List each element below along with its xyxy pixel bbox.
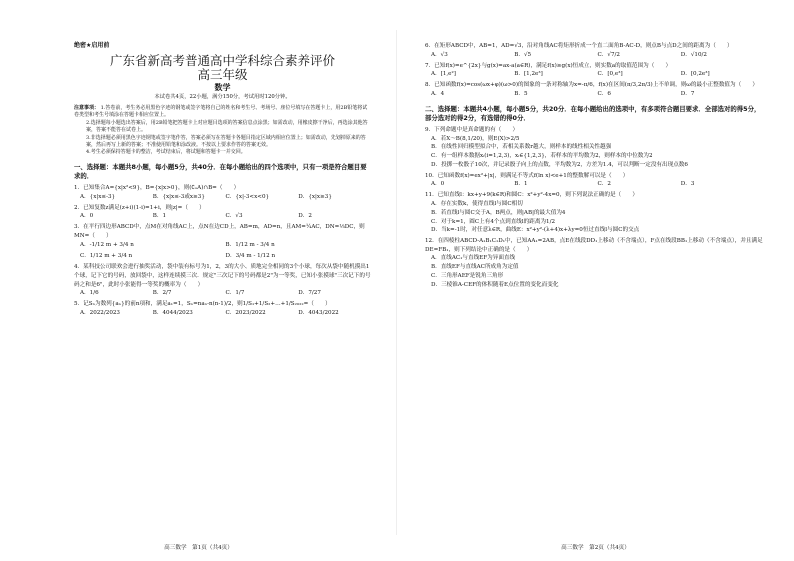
option: C．2 [597,181,611,188]
question-3: 3．在平行四边形ABCD中，点M在对角线AC上，点N在边CD上，AB=m，AD=n，且AM=¼AC，DN=⅓DC，则MN=（ ） [74,224,365,239]
exam-grade: 高三年级 [197,67,248,82]
option: D．三棱锥A-CEF的体积随着E点位置的变化而变化 [431,281,559,288]
option: B．若直线l与圆C交于A，B两点，则|AB|的最大值为4 [431,209,566,216]
question-6: 6．在矩形ABCD中，AB=1，AD=√3，沿对角线AC将矩形折成一个直二面角B-AC-D，则点B与点D之间的距离为（ ） [425,43,733,49]
question-1: 1．已知集合A={x|x²<9}，B={x|x>0}，则(∁ᵤA)∩B=（ ） [74,185,240,192]
question-12: 12．在四棱柱ABCD-A₁B₁C₁D₁中，已知AA₁=2AB，点E在线段DD₁上移动（不含端点），F点在线段BB₁上移动（不含端点），并且满足DE=FB₁，则下列结论中正确的是（ ） [425,238,763,253]
exam-subject: 数学 [214,83,231,92]
option: D．[0,2e³] [680,71,710,78]
option: C．三角形AEF是锐角三角形 [431,272,504,279]
question-8: 8．已知函数f(x)=cos(ωx+φ)(ω>0)的图象的一条对称轴为x=-π/6，f(x)在区间(π/3,2π/3)上不单调，则ω的最小正整数值为（ ） [425,82,758,89]
option: D．{x|x≥3} [298,193,332,200]
option: D．3 [680,181,695,188]
question-7-options [425,70,764,79]
page-footer: 高三数学 第1页（共4页） [164,545,233,551]
option: B．√5 [514,51,532,58]
option: A．直线AC₁与直线EF为异面直线 [431,255,516,262]
option: C．√3 [225,213,243,220]
option: B．5 [514,90,528,97]
option: C．[0,e³] [597,71,623,78]
question-12-options [425,254,764,289]
option: D．当k=-1时，对任意λ∈R，曲线E：x²+y²-(λ+4)x+λy=0恒过直线l与圆C的交点 [431,227,640,234]
question-4-options [74,289,371,298]
option: A．0 [80,213,94,220]
option: B．1 [514,181,528,188]
option: B．直线EF与直线AC所成角为定值 [431,264,519,271]
option: B．2/7 [152,290,172,297]
option: C．1/12 m + 3/4 n [80,252,133,259]
notice-item: 3.非选择题必须用黑色字迹钢笔或签字笔作答，答案必须写在答题卡各题目指定区域内相应位置上；如需改动，先划掉原来的答案，然后再写上新的答案；不准使用铅笔和涂改液。不按以上要求作答的答案无效。 [86,134,366,149]
exam-page-2 [397,0,794,561]
option: C．{x|-3<x<0} [225,193,270,200]
option: A．4 [431,90,445,97]
question-7: 7．已知f(x)=e^{2x}与g(x)=ax-a(a∈R)，满足f(x)≥g(x)恒成立，则实数a的取值范围为（ ） [425,62,672,69]
option: C．2023/2022 [225,309,266,316]
question-6-options [425,51,764,60]
notice-item: 4.考生必须保持答题卡的整洁，考试结束后，将试题和答题卡一并交回。 [86,149,246,156]
option: B．1/12 m - 3/4 n [225,242,275,249]
question-5-options [74,309,371,318]
question-9-options [425,135,764,170]
option: A．1/6 [80,290,99,297]
section-heading: 二、选择题：本题共4小题，每小题5分，共20分．在每小题给出的选项中，有多项符合题目要求．全部选对的得5分，部分选对的得2分，有选错的得0分． [425,104,761,123]
option: A．存在实数k，使得直线l与圆C相切 [431,200,523,207]
notice-item: 2.选择题每小题选出答案后，用2B铅笔把答题卡上对应题目选项的答案信息点涂黑；如需改动，用橡皮擦干净后，再选涂其他答案，答案不能答在试卷上。 [86,119,368,134]
question-8-options [425,90,764,99]
question-2: 2．已知复数z满足(z+i)(1-i)=1+i，则|z|=（ ） [74,204,205,211]
option: B．1 [152,213,167,220]
option: A．2022/2023 [80,309,120,316]
section-heading: 一、选择题：本题共8小题，每小题5分，共40分．在每小题给出的四个选项中，只有一项是符合题目要求的． [74,162,367,181]
notice-title: 注意事项： [74,105,100,111]
question-9: 9．下列命题中是真命题的有（ ） [425,126,519,133]
notice-item: 1.答卷前，考生务必用黑色字迹的钢笔或签字笔将自己的姓名和考生号、考场号、座位号填写在答题卡上，用2B铅笔将试卷类型和考生号填涂在答题卡相应位置上。 [74,105,368,119]
option: A．[1,e²] [431,71,456,78]
question-11: 11．已知直线l：kx+y+9(k∈R)和圆C：x²+y²-4x=0，则下列说法正确的是（ ） [425,192,638,199]
question-3-options [74,240,371,261]
option: B．[1,2e³] [514,71,543,78]
option: A．-1/12 m + 3/4 n [80,242,134,249]
option: D．2 [298,213,312,220]
confidential-label: 绝密★启用前 [74,42,110,49]
option: D．7/27 [298,290,321,297]
question-10-options [425,180,764,189]
exam-info: 本试卷共4页，22小题，满分150分，考试用时120分钟。 [154,94,291,100]
question-4: 4．某科技公司联欢会进行抽奖活动，袋中装有标号为1，2，3的大小、质地完全相同的3个小球，每次从袋中随机摸出1个球，记下它的号码，放回袋中，这样连续摸三次．规定"三次记下的号码都是2"为一等奖，已知小张摸球"三次记下的号码之和是6"，此时小张能得一等奖的概率为（ ） [74,264,371,288]
option: C．6 [597,90,611,97]
option: B．在线性回归模型拟合中，若相关系数r越大，则样本的线性相关性越强 [431,144,612,151]
option: C．对于k=1，圆C上有4个点到直线l的距离为1/2 [431,218,556,225]
notice-block [74,105,371,157]
option: C．有一组样本数据xᵢ(i=1,2,3)，xᵢ∈{1,2,3}，若样本的平均数为2，则样本的中位数为2 [431,153,653,160]
question-1-options [74,193,371,202]
option: C．√7/2 [597,51,620,58]
option: A．{x|x≤-3} [80,193,116,200]
option: A．√3 [431,51,448,58]
option: D．投掷一枚骰子10次，并记录骰子向上的点数，平均数为2，方差为1.4，可以判断一定没有出现点数6 [431,161,688,168]
option: C．1/7 [225,290,245,297]
option: D．3/4 m - 1/12 n [225,252,276,259]
option: A．0 [431,181,445,188]
option: A．若X～B(8,1/20)，则E(X)>2/5 [431,135,520,142]
option: D．√10/2 [680,51,707,58]
option: B．{x|x≤-3或x≥3} [152,193,205,200]
page-footer: 高三数学 第2页（共4页） [561,545,630,551]
question-5: 5．记Sₙ为数列{aₙ}的前n项和，满足a₁=1，Sₙ=naₙ-n(n-1)/2，则1/S₁+1/S₂+…+1/S₂₀₂₂=（ ） [74,301,331,308]
option: B．4044/2023 [152,309,193,316]
exam-title: 广东省新高考普通高中学科综合素养评价 [109,53,335,68]
question-10: 10．已知函数f(x)=ex²+|x|，则满足不等式f(ln x)<e+1的整数解可以是（ ） [425,172,629,179]
option: D．4043/2022 [298,309,339,316]
option: D．7 [680,90,695,97]
question-2-options [74,212,371,221]
question-11-options [425,200,764,235]
